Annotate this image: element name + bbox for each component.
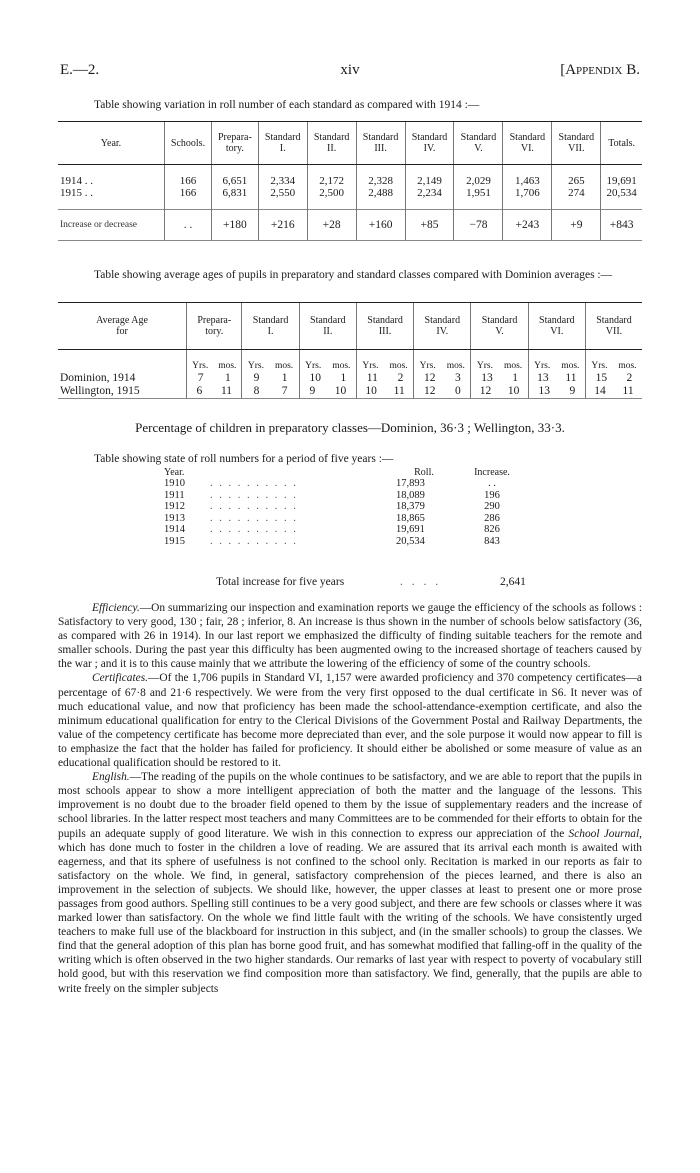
leader-dots: . . . . . . . . . . [210,512,298,524]
units-row [58,360,642,372]
increase-cell: +216 [258,210,307,241]
value-cell: 1,463 [503,175,552,187]
column-header: Standard I. [242,303,299,350]
months-value: 11 [565,372,577,384]
table-row [58,372,642,384]
value-cell: 265 [552,175,601,187]
years-value: 15 [595,372,608,384]
column-header: Standard VII. [552,122,601,165]
year-cell: 1914 . . [60,175,93,187]
unit-months: mos. [561,361,580,371]
value-cell: 2,500 [307,187,356,199]
column-header: Standard VII. [585,303,642,350]
roll-cell: 19,691 [396,524,425,535]
body-text [58,601,642,996]
months-value: 2 [626,372,633,384]
value-cell: 2,334 [258,175,307,187]
years-value: 12 [423,372,436,384]
years-value: 13 [537,372,549,384]
years-value: 11 [366,372,378,384]
unit-months: mos. [274,361,294,371]
unit-years: Yrs. [534,361,551,371]
table1-caption: Table showing variation in roll number of each standard as compared with 1914 :— [94,99,480,111]
increase-header: Increase. [474,466,510,478]
value-cell: 2,149 [405,175,454,187]
table-row [164,501,532,513]
months-value: 11 [393,385,405,397]
column-header: Standard IV. [405,122,454,165]
years-value: 7 [197,372,204,384]
value-cell: 2,550 [258,187,307,199]
page-header [60,62,640,84]
unit-years: Yrs. [362,361,379,371]
value-cell: 19,691 [601,175,642,187]
months-value: 9 [569,385,576,397]
increase-cell: +243 [503,210,552,241]
percentage-line: Percentage of children in preparatory classes—Dominion, 36·3 ; Wellington, 33·3. [135,420,565,435]
unit-years: Yrs. [419,361,436,371]
year-cell: 1910 [164,478,185,489]
months-value: 1 [512,372,518,384]
roll-cell: 18,089 [396,489,425,501]
unit-years: Yrs. [591,361,608,371]
table3-caption: Table showing state of roll numbers for a period of five years :— [94,453,394,465]
table-row [58,187,642,199]
roll-cell: 20,534 [396,535,425,547]
value-cell: 2,488 [356,187,405,199]
paragraph: Certificates.—Of the 1,706 pupils in Standard VI, 1,157 were awarded proficiency and 370 competency certificates—a percentage of 67·8 and 21·6 respectively. We were from the very first opposed to the dual certificate in S6. It never was of much educational value, and now that proficiency has been made the school-attendance-exemption certificate, and also the minimum educational qualification for entry to the Clerical Divisions of the Government Postal and Railway Departments, the value of the competency certificate has become more depreciated than ever, and the sole purpose it would now appear to fill is to emphasize the fact that the holder has failed for proficiency. It should either be abolished or some measure of value as an educational qualification should be restored to it. [58,672,642,770]
leader-dots: . . . . . . . . . . [210,478,298,489]
months-value: 1 [224,372,231,384]
column-header: Standard III. [356,122,405,165]
page-number: xiv [340,62,360,78]
increase-cell: +85 [405,210,454,241]
year-cell: 1911 [164,489,185,501]
value-cell: 1,706 [503,187,552,199]
value-cell: 2,029 [454,175,503,187]
table-row [164,524,532,536]
months-value: 7 [281,385,288,397]
value-cell: 166 [164,175,211,187]
column-header: Standard IV. [414,303,471,350]
table-row [58,175,642,187]
years-value: 13 [481,372,493,384]
increase-cell: +9 [552,210,601,241]
year-cell: 1912 [164,501,185,512]
column-header: Average Age for [58,303,187,350]
average-ages-table [58,302,642,399]
increase-cell: . . [164,210,211,241]
roll-cell: 17,893 [396,478,425,489]
table2-caption: Table showing average ages of pupils in preparatory and standard classes compared with Dominion averages :— [94,269,613,281]
increase-cell: 290 [484,501,500,512]
increase-cell: +28 [307,210,356,241]
years-value: 10 [365,385,377,397]
increase-cell: 196 [484,489,500,501]
total-value: 2,641 [500,576,526,588]
paragraph-heading: English. [92,771,130,784]
column-header: Standard VI. [528,303,585,350]
increase-cell: +160 [356,210,405,241]
months-value: 2 [397,372,404,384]
increase-cell: . . [488,478,496,489]
value-cell: 1,951 [454,187,503,199]
increase-cell: +843 [601,210,642,241]
year-cell: 1915 . . [60,187,93,199]
increase-label: Increase or decrease [58,210,164,241]
increase-cell: 843 [484,535,500,547]
table-row [164,490,532,502]
row-label: Wellington, 1915 [58,384,187,399]
years-value: 6 [196,385,203,397]
row-label: Dominion, 1914 [60,372,136,384]
year-cell: 1914 [164,524,185,535]
increase-row [58,210,642,241]
year-cell: 1915 [164,535,185,547]
roll-numbers-table [164,466,532,547]
unit-months: mos. [389,361,408,371]
value-cell: 6,831 [212,187,259,199]
months-value: 1 [281,372,288,384]
increase-cell: −78 [454,210,503,241]
column-header: Standard VI. [503,122,552,165]
months-value: 11 [622,385,634,397]
column-header: Standard V. [454,122,503,165]
total-increase [216,576,616,588]
paragraph: Efficiency.—On summarizing our inspection and examination reports we gauge the efficiency of the schools as follows : Satisfactory to very good, 130 ; fair, 28 ; inferior, 8. An increase is thus shown in the number of schools below satisfactory (36, as compared with 26 in 1914). In our last report we emphasized the difficulty of finding suitable teachers for the remote and smaller schools. During the past year this difficulty has been augmented owing to the increased shortage of teachers caused by the war ; and it is to this cause mainly that we attribute the lowering of the efficiency of some of the country schools. [58,602,642,671]
increase-cell: +180 [212,210,259,241]
years-value: 13 [538,385,550,397]
roll-cell: 18,865 [396,512,425,524]
unit-months: mos. [446,361,465,371]
value-cell: 2,234 [405,187,454,199]
year-header: Year. [164,466,185,478]
value-cell: 166 [164,187,211,199]
paragraph-heading: Certificates. [92,672,148,685]
months-value: 0 [454,385,461,397]
unit-years: Yrs. [247,361,265,371]
years-value: 9 [253,372,260,384]
unit-years: Yrs. [476,361,494,371]
months-value: 1 [340,372,347,384]
years-value: 14 [594,385,606,397]
column-header: Standard I. [258,122,307,165]
months-value: 10 [507,385,520,397]
years-value: 12 [479,385,492,397]
total-leader: . . . . [400,576,442,588]
journal-title: School Journal [568,827,640,840]
months-value: 3 [454,372,461,384]
months-value: 11 [220,385,233,397]
header-right: [Appendix B. [560,62,640,78]
increase-cell: 826 [484,524,500,535]
unit-years: Yrs. [305,361,322,371]
increase-cell: 286 [484,512,500,524]
leader-dots: . . . . . . . . . . [210,524,298,535]
paragraph: English.—The reading of the pupils on the whole continues to be satisfactory, and we are able to report that the pupils in most schools appear to show a more intelligent appreciation of both the matter and the language of the lessons. This improvement is no doubt due to the broader field opened to them by the issue of supplementary readers and the increase of school libraries. In the latter respect most teachers and many Committees are to be commended for their efforts to obtain for the pupils an adequate supply of good literature. We wish in this connection to express our appreciation of the School Journal, which has done much to foster in the children a love of reading. We are assured that its arrival each month is awaited with eagerness, and that its sphere of usefulness is not confined to the school only. Recitation is marked in our reports as fair to satisfactory on the whole. We find, in general, satisfactory comprehension of the pieces learned, and there is also an improvement in the selection of subjects. We should like, however, the upper classes at least to present one or more prose passages from good authors. Spelling still continues to be a very good subject, and there are few schools or classes where it was marked lower than satisfactory. On the whole we find little fault with the writing of the schools. We have consistently urged teachers to make full use of the blackboard for instruction in this subject, and (in the smaller schools) to group the classes. We find that the general adoption of this plan has borne good fruit, and has somewhat modified that falling-off in the quality of the writing which is often observed in the two higher standards. Our remarks of last year with respect to poverty of vocabulary still hold good, but with this reservation we find composition more than satisfactory. We find, generally, that the pupils are able to write freely on the simpler subjects [58,771,642,995]
table-row [164,513,532,525]
leader-dots: . . . . . . . . . . [210,489,298,501]
years-value: 8 [253,385,260,397]
table-row [164,536,532,548]
unit-months: mos. [618,361,637,371]
column-header: Standard V. [471,303,528,350]
roll-header: Roll. [414,466,434,478]
paragraph-heading: Efficiency. [92,602,140,614]
value-cell: 274 [552,187,601,199]
value-cell: 6,651 [212,175,259,187]
column-header: Totals. [601,122,642,165]
roll-variation-table [58,121,642,241]
unit-months: mos. [332,361,351,371]
unit-months: mos. [503,361,523,371]
year-cell: 1913 [164,512,185,524]
column-header: Standard II. [299,303,356,350]
value-cell: 2,172 [307,175,356,187]
column-header: Year. [58,122,164,165]
years-value: 9 [309,385,316,397]
years-value: 12 [423,385,436,397]
leader-dots: . . . . . . . . . . [210,535,298,547]
years-value: 10 [309,372,321,384]
table-row [164,478,532,490]
value-cell: 2,328 [356,175,405,187]
unit-years: Yrs. [192,361,209,371]
column-header: Prepara- tory. [212,122,259,165]
roll-cell: 18,379 [396,501,425,512]
column-header: Standard II. [307,122,356,165]
column-header: Schools. [164,122,211,165]
column-header: Standard III. [356,303,413,350]
value-cell: 20,534 [601,187,642,199]
header-left: E.—2. [60,62,100,78]
column-header: Prepara- tory. [187,303,242,350]
total-label: Total increase for five years [216,576,345,588]
table-row [58,384,642,399]
leader-dots: . . . . . . . . . . [210,501,298,512]
unit-months: mos. [218,361,237,371]
months-value: 10 [334,385,347,397]
